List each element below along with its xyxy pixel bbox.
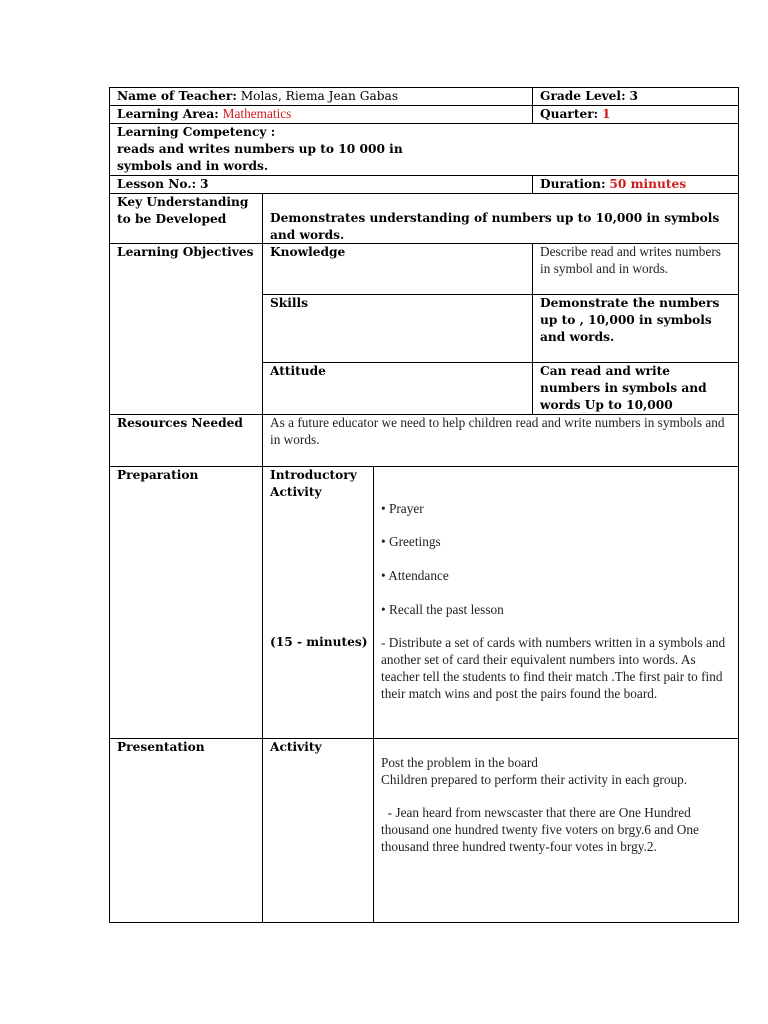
competency-cell [110,124,739,176]
competency-label: Learning Competency : [117,125,276,139]
preparation-label: Preparation [117,467,199,482]
introductory-activity-cell [263,466,374,738]
teacher-cell [110,88,533,106]
prep-item-attendance: • Attendance [381,567,449,583]
attitude-text: Can read and write numbers in symbols and words Up to 10,000 [540,364,707,412]
resources-label: Resources Needed [117,415,243,430]
presentation-line-2: Children prepared to perform their activity in each group. [381,771,688,787]
introductory-activity-label-1: Introductory [270,467,357,482]
resources-text-cell [263,414,739,466]
duration-label: Duration: [540,177,606,191]
resources-label-cell [110,414,263,466]
preparation-content-cell [374,466,739,738]
knowledge-label-cell [263,244,533,295]
skills-label-cell [263,295,533,363]
lesson-value: 3 [199,177,209,191]
lesson-plan-table [109,87,739,923]
key-understanding-text: Demonstrates understanding of numbers up to 10,000 in symbols and words. [270,210,720,242]
knowledge-text-cell [533,244,739,295]
teacher-name: Molas, Riema Jean Gabas [240,89,399,103]
grade-cell [533,88,739,106]
prep-item-greetings: • Greetings [381,534,441,550]
skills-text: Demonstrate the numbers up to , 10,000 in symbols and words. [540,296,720,344]
duration-value: 50 minutes [609,177,687,191]
attitude-text-cell [533,363,739,414]
prep-item-recall: • Recall the past lesson [381,601,504,617]
knowledge-text: Describe read and writes numbers in symbol and in words. [540,244,721,277]
key-understanding-label-2: to be Developed [117,211,227,226]
quarter-cell [533,106,739,124]
presentation-activity-cell [263,738,374,922]
resources-row [110,414,739,466]
knowledge-label: Knowledge [270,245,346,260]
presentation-problem: - Jean heard from newscaster that there are One Hundred thousand one hundred twenty five voters on brgy.6 and One thousand three hundred twenty-four votes in brgy.2. [381,805,703,854]
introductory-time: (15 - minutes) [270,635,368,650]
presentation-row [110,738,739,922]
quarter-label: Quarter: [540,107,599,121]
presentation-activity-label: Activity [270,739,322,754]
competency-line-2: symbols and in words. [117,158,269,173]
area-label: Learning Area: [117,107,219,121]
lesson-row [110,176,739,194]
preparation-row [110,466,739,738]
competency-line-1: reads and writes numbers up to 10 000 in [117,141,403,156]
grade-label: Grade Level: [540,89,626,103]
teacher-label: Name of Teacher: [117,89,237,103]
key-understanding-row [110,193,739,244]
prep-instruction: - Distribute a set of cards with numbers written in a symbols and another set of card their equivalent numbers into words. As teacher tell the students to find their match .The first pair to find their match wins and post the pairs found the board. [381,635,726,701]
objectives-label-cell [110,244,263,414]
preparation-label-cell [110,466,263,738]
presentation-label-cell [110,738,263,922]
presentation-line-1: Post the problem in the board [381,754,538,770]
key-understanding-label-1: Key Understanding [117,194,249,209]
area-value: Mathematics [222,106,292,121]
quarter-value: 1 [602,107,611,121]
grade-value: 3 [629,89,638,103]
presentation-content-cell [374,738,739,922]
knowledge-row [110,244,739,295]
presentation-label: Presentation [117,739,205,754]
prep-item-prayer: • Prayer [381,500,424,516]
key-understanding-label-cell [110,193,263,244]
key-understanding-text-cell [263,193,739,244]
area-row [110,106,739,124]
area-cell [110,106,533,124]
skills-text-cell [533,295,739,363]
introductory-activity-label-2: Activity [270,484,322,499]
objectives-label: Learning Objectives [117,245,254,260]
resources-text: As a future educator we need to help children read and write numbers in symbols and in words. [270,414,725,447]
duration-cell [533,176,739,194]
teacher-row [110,88,739,106]
competency-row [110,124,739,176]
skills-label: Skills [270,296,308,311]
lesson-cell [110,176,533,194]
attitude-label-cell [263,363,533,414]
lesson-label: Lesson No.: [117,177,197,191]
attitude-label: Attitude [270,364,326,379]
